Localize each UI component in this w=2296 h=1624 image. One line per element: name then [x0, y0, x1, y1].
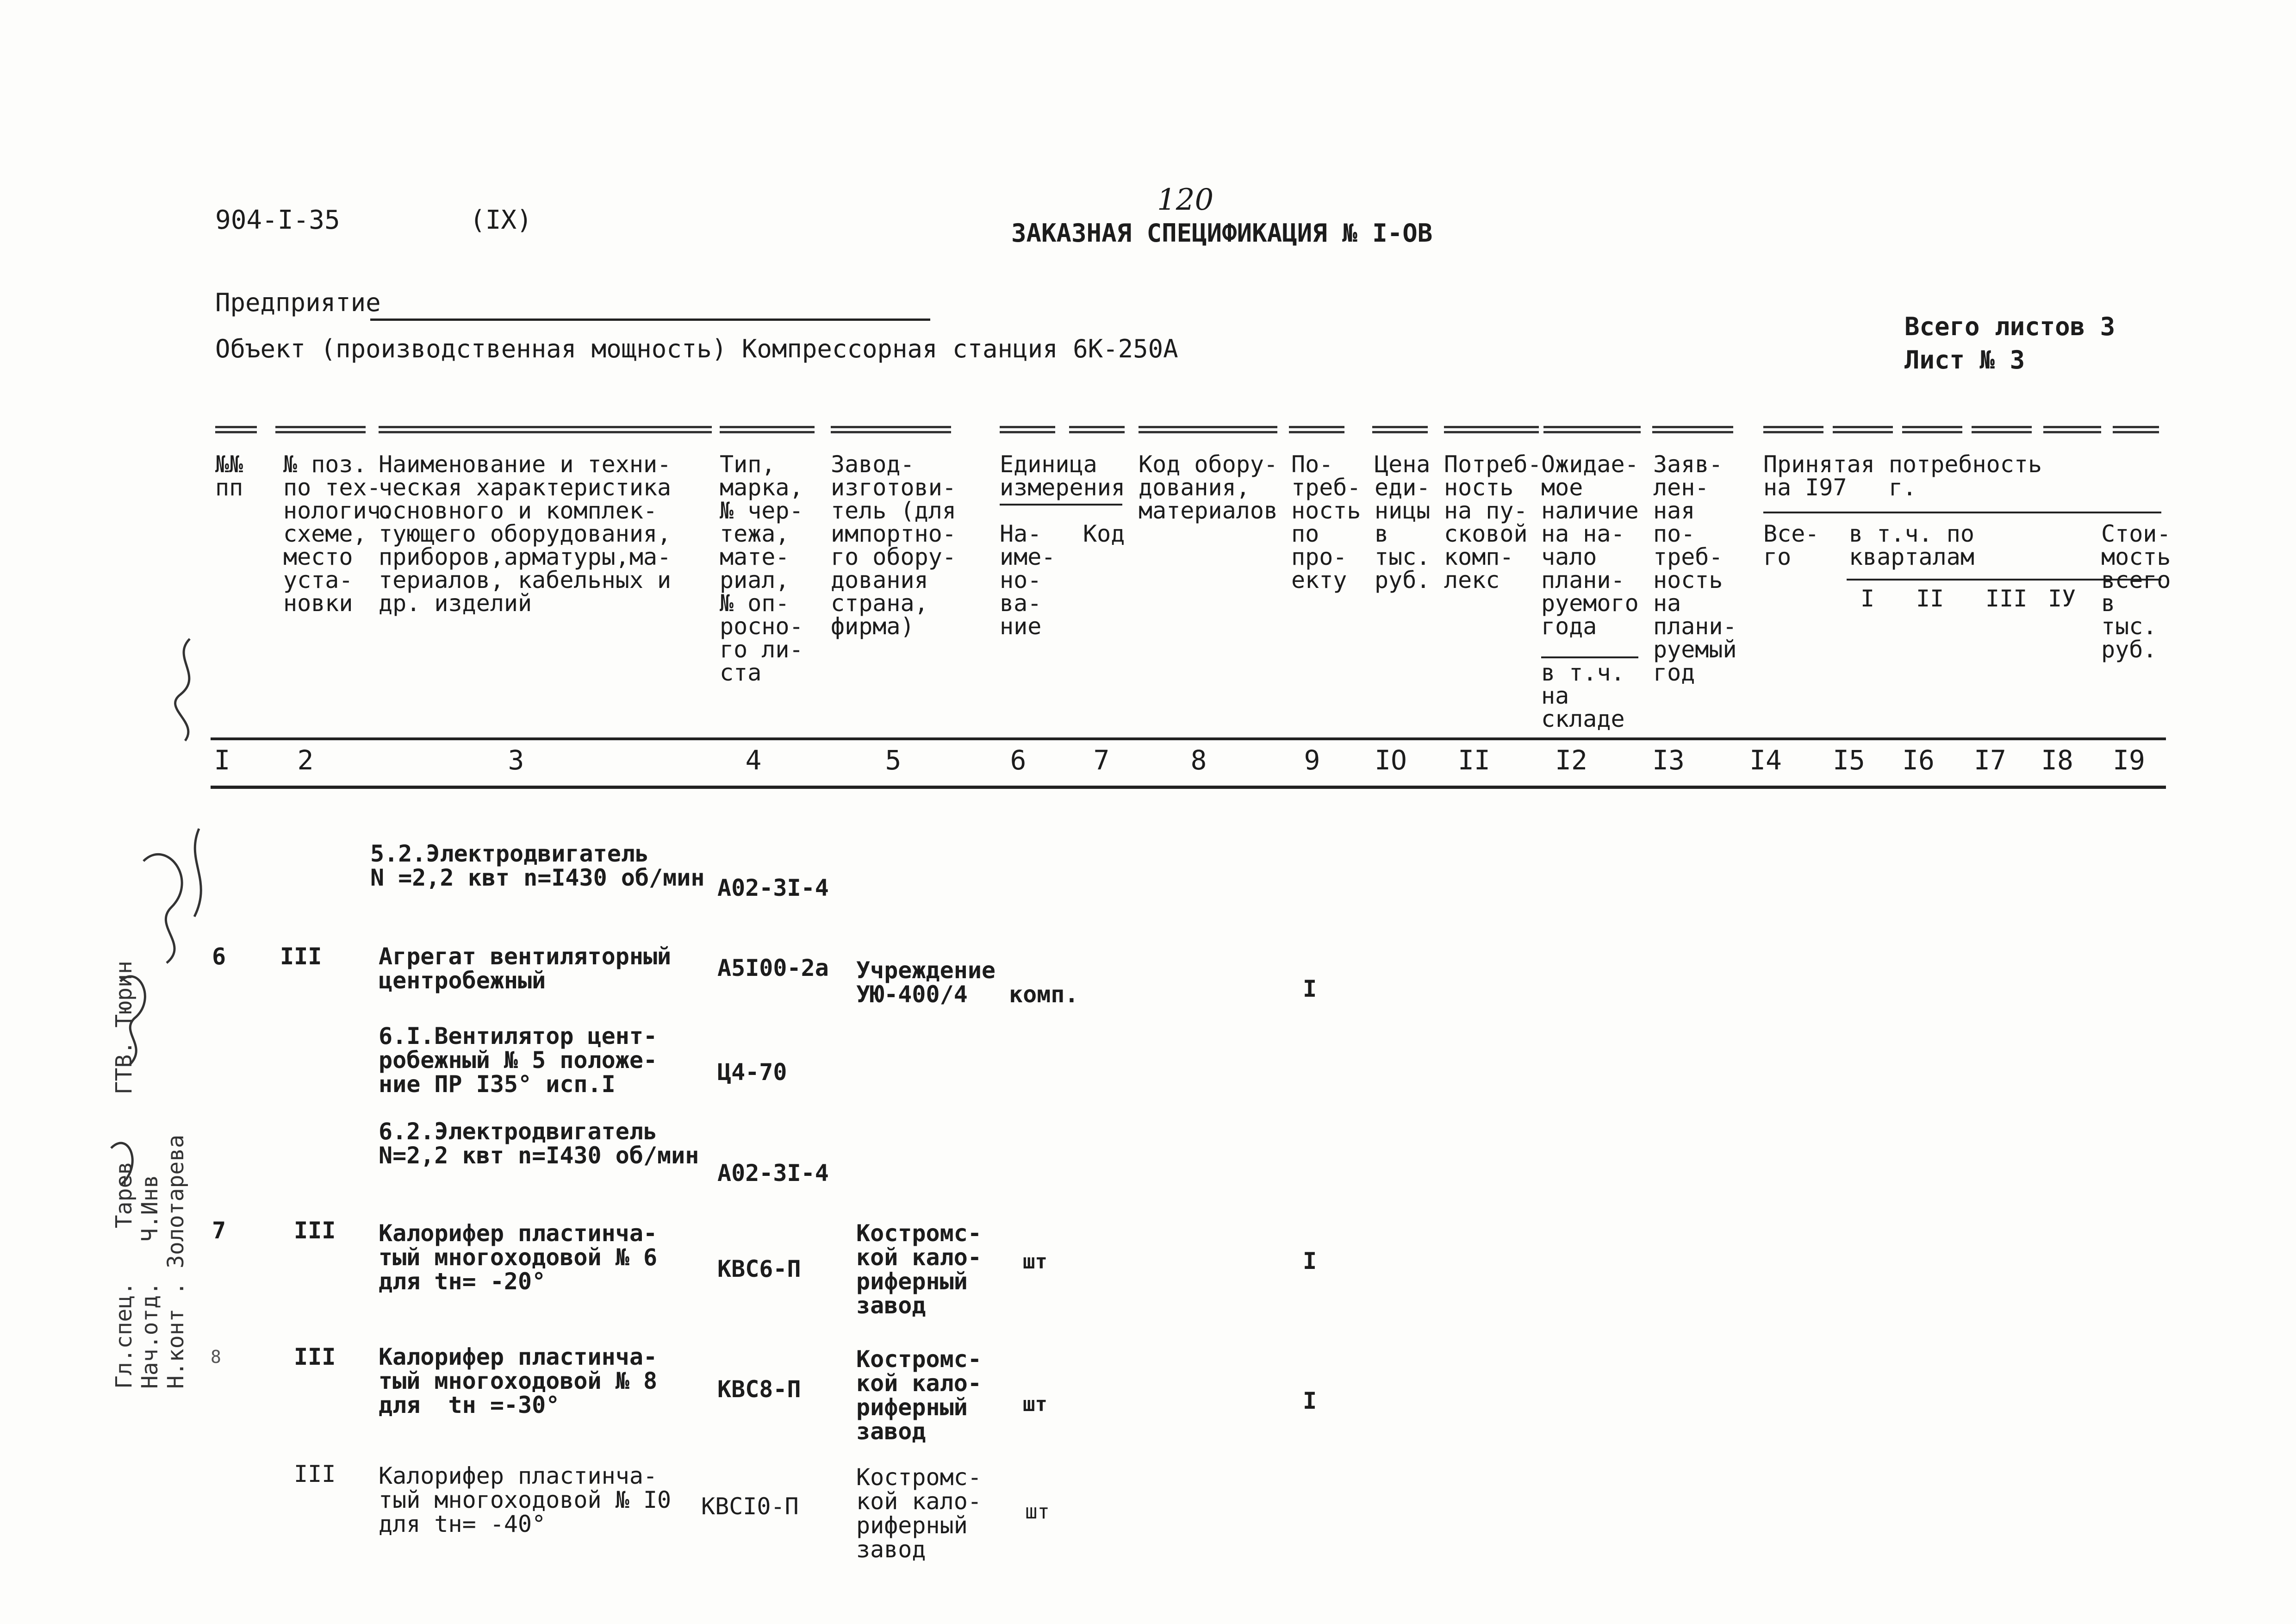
- item-name: 5.2.Электродвигатель N =2,2 квт n=I430 об/мин: [370, 840, 705, 891]
- item-name: Калорифер пластинча- тый многоходовой № 6 для tн= -20°: [379, 1220, 658, 1295]
- item-number: 6: [212, 943, 226, 970]
- object-line: Объект (производственная мощность) Компрессорная станция 6К-250А: [215, 334, 1178, 363]
- sheet-number: Лист № 3: [1904, 345, 2025, 375]
- item-unit: шт: [1023, 1250, 1047, 1274]
- header-q4: IУ: [2048, 585, 2076, 612]
- column-numbers-top-rule: [211, 737, 2166, 740]
- enterprise-underline: [370, 319, 930, 321]
- document-title: ЗАКАЗНАЯ СПЕЦИФИКАЦИЯ № I-OB: [1011, 219, 1433, 248]
- column-number: IO: [1375, 744, 1407, 776]
- item-type: Ц4-70: [717, 1059, 787, 1086]
- header-row-number: №№ пп: [215, 451, 243, 501]
- document-code: 904-I-35: [215, 205, 340, 235]
- item-position: III: [294, 1461, 336, 1487]
- page-number: 120: [1157, 183, 1214, 217]
- header-q1: I: [1860, 585, 1875, 612]
- header-accepted-need: Принятая потребность на I97 г.: [1763, 451, 2042, 501]
- item-type: А02-3I-4: [717, 1160, 829, 1187]
- header-q2: II: [1916, 585, 1944, 612]
- column-numbers-bottom-rule: [211, 786, 2166, 789]
- header-startup-need: Потреб- ность на пу- сковой комп- лекс: [1444, 451, 1542, 593]
- header-unit-code: Код: [1083, 520, 1125, 547]
- item-manufacturer: Костромс- кой кало- риферный завод: [856, 1346, 982, 1445]
- document-section: (IX): [470, 205, 532, 235]
- column-number: I5: [1833, 744, 1865, 776]
- column-number: I9: [2113, 744, 2145, 776]
- item-unit: комп.: [1009, 981, 1079, 1008]
- column-number: 2: [297, 744, 314, 776]
- signature-scribbles: [93, 620, 213, 1315]
- column-number: I4: [1749, 744, 1782, 776]
- header-project-need: По- треб- ность по про- екту: [1291, 451, 1361, 593]
- column-number: 7: [1093, 744, 1110, 776]
- item-name: Агрегат вентиляторный центробежный: [379, 943, 672, 994]
- item-quantity: I: [1303, 1248, 1317, 1274]
- column-number: I3: [1652, 744, 1685, 776]
- column-number: 4: [745, 744, 762, 776]
- column-number: I7: [1974, 744, 2006, 776]
- item-name: 6.2.Электродвигатель N=2,2 квт n=I430 об/мин: [379, 1118, 699, 1169]
- header-unit-divider: [1000, 504, 1122, 506]
- item-type: А02-3I-4: [717, 874, 829, 901]
- item-number: 8: [211, 1347, 221, 1367]
- item-unit: шт: [1025, 1500, 1050, 1524]
- column-number: II: [1458, 744, 1490, 776]
- header-manufacturer: Завод- изготови- тель (для импортно- го обору- дования страна, фирма): [831, 451, 956, 640]
- item-name: Калорифер пластинча- тый многоходовой № 8 для tн =-30°: [379, 1343, 658, 1418]
- header-unit-price: Цена еди- ницы в тыс. руб.: [1375, 451, 1431, 593]
- column-number: I6: [1902, 744, 1935, 776]
- header-in-warehouse: в т.ч. на складе: [1541, 659, 1625, 732]
- header-position: № поз. по тех- нологич. схеме, место уста- новки: [283, 451, 395, 617]
- header-total: Все- го: [1763, 520, 1819, 570]
- column-number: 5: [885, 744, 902, 776]
- header-accepted-divider: [1763, 512, 2161, 513]
- header-unit: Единица измерения: [1000, 451, 1125, 501]
- item-name: 6.I.Вентилятор цент- робежный № 5 положе- ние ПР I35° исп.I: [379, 1023, 658, 1098]
- column-number: 3: [508, 744, 524, 776]
- header-declared-need: Заяв- лен- ная по- треб- ность на плани- руемый год: [1653, 451, 1737, 686]
- item-manufacturer: Учреждение УЮ-400/4: [856, 957, 996, 1008]
- header-expected-stock: Ожидае- мое наличие на на- чало плани- руемого года: [1541, 451, 1639, 640]
- item-name: Калорифер пластинча- тый многоходовой № I0 для tн= -40°: [379, 1462, 672, 1537]
- item-manufacturer: Костромс- кой кало- риферный завод: [856, 1220, 982, 1319]
- header-equipment-code: Код обору- дования, материалов: [1139, 451, 1278, 524]
- approval-stamp: Гл.спец. Тарев ГТВ. Тюрин Нач.отд. Ч.Инв Н.конт . Золотарева: [111, 961, 189, 1389]
- header-q3: III: [1985, 585, 2028, 612]
- item-type: КВС6-П: [717, 1255, 801, 1282]
- item-position: III: [294, 1217, 336, 1244]
- enterprise-label: Предприятие: [215, 288, 381, 317]
- item-quantity: I: [1303, 975, 1317, 1002]
- item-position: III: [280, 943, 322, 970]
- column-number: 8: [1190, 744, 1207, 776]
- item-quantity: I: [1303, 1387, 1317, 1414]
- header-stock-divider: [1541, 656, 1638, 658]
- header-name: Наименование и техни- ческая характеристика основного и комплек- тующего оборудования, приборов,арматуры,ма- териалов, кабельных и др. изделий: [379, 451, 672, 617]
- column-number: I: [214, 744, 230, 776]
- column-number: I2: [1555, 744, 1587, 776]
- item-unit: шт: [1023, 1393, 1047, 1416]
- header-unit-name: На- име- но- ва- ние: [1000, 520, 1056, 640]
- header-type: Тип, марка, № чер- тежа, мате- риал, № оп- росно- го ли- ста: [720, 451, 803, 686]
- item-type: А5I00-2а: [717, 955, 829, 981]
- header-cost-total: Стои- мость всего в тыс. руб.: [2101, 520, 2171, 663]
- total-sheets: Всего листов 3: [1904, 312, 2116, 341]
- column-number: I8: [2041, 744, 2073, 776]
- column-number: 6: [1010, 744, 1027, 776]
- item-number: 7: [212, 1217, 226, 1244]
- item-manufacturer: Костромс- кой кало- риферный завод: [856, 1464, 982, 1563]
- header-quarters: в т.ч. по кварталам: [1849, 520, 1974, 570]
- item-position: III: [294, 1343, 336, 1370]
- item-type: КВС8-П: [717, 1376, 801, 1403]
- item-type: КВСI0-П: [701, 1493, 799, 1520]
- column-number: 9: [1304, 744, 1320, 776]
